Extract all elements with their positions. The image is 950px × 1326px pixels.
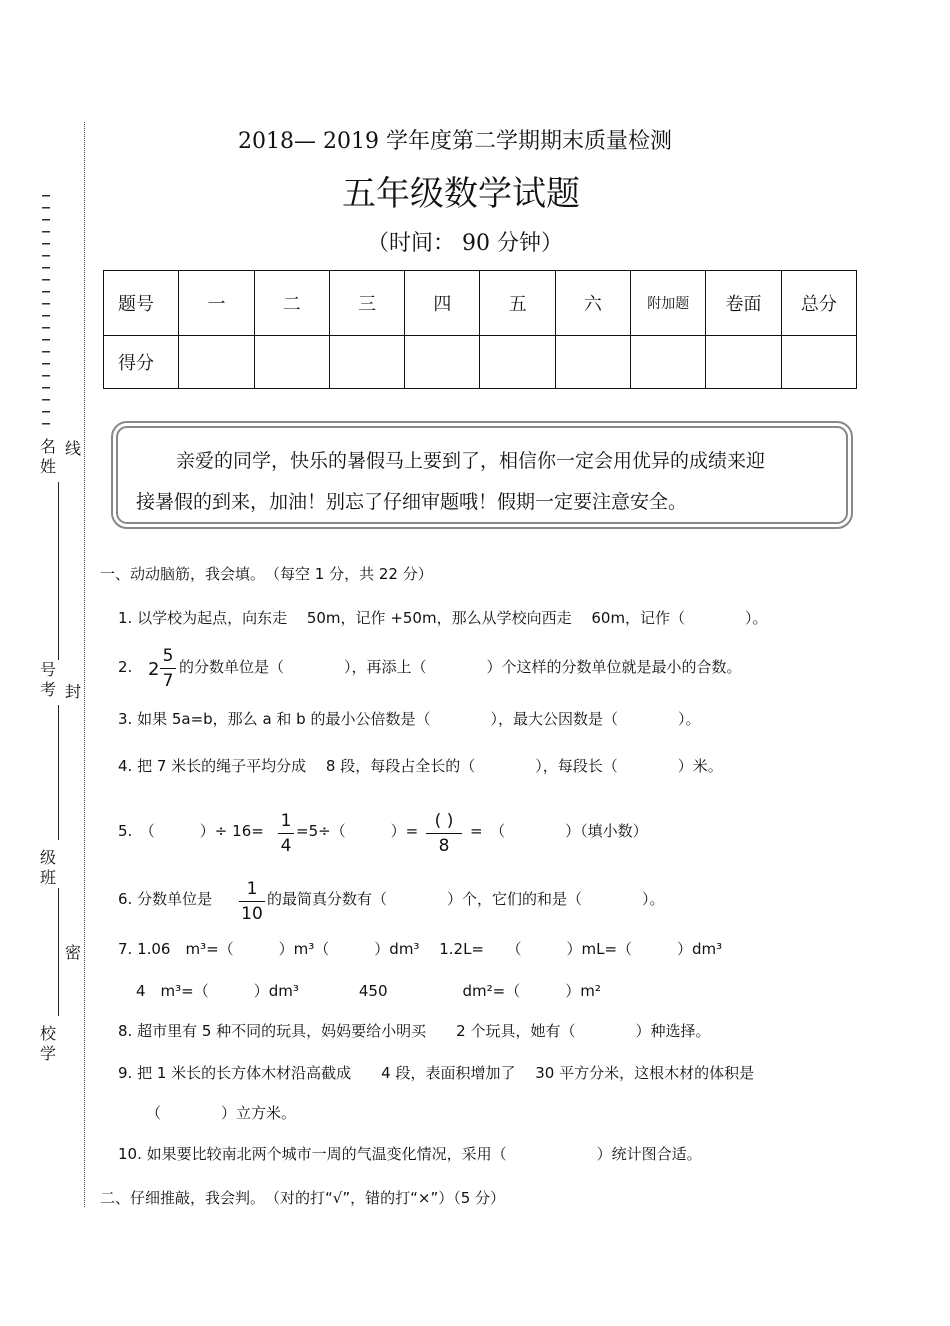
q2-numerator: 5 (162, 646, 174, 666)
question-5-part-c: = （ ）（填小数） (470, 822, 648, 840)
score-table-header-row (104, 271, 857, 336)
cell-defen: 得分 (104, 336, 179, 389)
question-5-part-a: 5. （ ）÷ 16= (118, 822, 264, 840)
q6-numerator: 1 (246, 879, 258, 899)
section2-heading: 二、仔细推敲，我会判。 （对的打“√”，错的打“×”）（5 分） (100, 1189, 506, 1207)
score-input-total[interactable] (781, 336, 856, 389)
score-input-neatness[interactable] (706, 336, 781, 389)
score-input-2[interactable] (254, 336, 329, 389)
binding-dotted-line (84, 122, 85, 1207)
q5-f2-numerator: ( ) (434, 811, 454, 831)
score-table-score-row (104, 336, 857, 389)
q2-whole-number: 2 (148, 659, 160, 680)
cell-q4: 四 (405, 271, 480, 336)
exam-main-title: 五年级数学试题 (342, 174, 580, 214)
q6-fraction (239, 879, 265, 924)
question-9-line-2: （ ）立方米。 (146, 1104, 297, 1122)
margin-vertical-line-3 (58, 888, 59, 1016)
question-9-line-1: 9. 把 1 米长的长方体木材沿高截成 4 段，表面积增加了 30 平方分米，这根木材的体积是 (118, 1064, 755, 1082)
cell-q1: 一 (179, 271, 254, 336)
cell-neatness: 卷面 (706, 271, 781, 336)
question-6-part-a: 6. 分数单位是 (118, 890, 213, 908)
cell-q2: 二 (254, 271, 329, 336)
cell-bonus: 附加题 (631, 271, 706, 336)
cell-q3: 三 (329, 271, 404, 336)
q5-f2-denominator: 8 (438, 836, 450, 856)
score-input-5[interactable] (480, 336, 555, 389)
margin-kao: 考 (40, 680, 57, 699)
q5-f1-denominator: 4 (280, 836, 292, 856)
question-2-text: 的分数单位是（ ），再添上（ ）个这样的分数单位就是最小的合数。 (179, 658, 742, 676)
q5-f1-numerator: 1 (280, 811, 292, 831)
greeting-line-1: 亲爱的同学，快乐的暑假马上要到了，相信你一定会用优异的成绩来迎 (176, 450, 766, 472)
question-7-line-2: 4 m³=（ ）dm³ 450 dm²=（ ）m² (136, 982, 601, 1000)
score-input-1[interactable] (179, 336, 254, 389)
fraction-bar (160, 668, 176, 669)
question-10: 10. 如果要比较南北两个城市一周的气温变化情况，采用（ ）统计图合适。 (118, 1145, 702, 1163)
exam-term-title: 2018— 2019 学年度第二学期期末质量检测 (238, 129, 672, 154)
exam-time: （时间： 90 分钟） (367, 231, 563, 256)
question-8: 8. 超市里有 5 种不同的玩具，妈妈要给小明买 2 个玩具，她有（ ）种选择。 (118, 1022, 711, 1040)
question-7-line-1: 7. 1.06 m³=（ ）m³（ ）dm³ 1.2L= （ ）mL=（ ）dm³ (118, 940, 723, 958)
question-1: 1. 以学校为起点，向东走 50m，记作 +50m，那么从学校向西走 60m，记作（ ）。 (118, 609, 768, 627)
question-4: 4. 把 7 米长的绳子平均分成 8 段，每段占全长的（ ），每段长（ ）米。 (118, 757, 723, 775)
cell-q6: 六 (555, 271, 630, 336)
margin-xue: 学 (40, 1044, 57, 1063)
q5-fraction-1 (278, 811, 294, 856)
margin-xing: 姓 (40, 457, 57, 476)
greeting-line-2: 接暑假的到来，加油！别忘了仔细审题哦！假期一定要注意安全。 (136, 491, 688, 513)
margin-ban: 班 (40, 868, 57, 887)
q5-fraction-2 (426, 811, 462, 856)
score-table (103, 270, 857, 389)
score-input-3[interactable] (329, 336, 404, 389)
margin-xiao: 校 (40, 1024, 57, 1043)
cell-total: 总分 (781, 271, 856, 336)
q6-denominator: 10 (241, 904, 263, 924)
margin-xian: 线 (65, 439, 82, 458)
fraction-bar (239, 901, 265, 902)
question-3: 3. 如果 5a=b，那么 a 和 b 的最小公倍数是（ ），最大公因数是（ ）。 (118, 710, 701, 728)
q2-denominator: 7 (162, 671, 174, 691)
fraction-bar (426, 833, 462, 834)
q2-fraction (160, 646, 176, 691)
score-input-bonus[interactable] (631, 336, 706, 389)
question-6-part-b: 的最简真分数有（ ）个，它们的和是（ ）。 (267, 890, 665, 908)
margin-mi: 密 (65, 943, 82, 962)
margin-feng: 封 (65, 682, 82, 701)
fraction-bar (278, 833, 294, 834)
margin-ming: 名 (40, 437, 57, 456)
margin-ji: 级 (40, 848, 57, 867)
margin-hao: 号 (40, 660, 57, 679)
question-2-number: 2. (118, 658, 133, 676)
section1-heading: 一、动动脑筋，我会填。 （每空 1 分，共 22 分） (100, 565, 433, 583)
score-input-6[interactable] (555, 336, 630, 389)
cell-q5: 五 (480, 271, 555, 336)
cell-tihao: 题号 (104, 271, 179, 336)
question-5-part-b: =5÷（ ）= (296, 822, 419, 840)
margin-vertical-line-2 (58, 705, 59, 840)
score-input-4[interactable] (405, 336, 480, 389)
margin-vertical-line-1 (58, 482, 59, 660)
